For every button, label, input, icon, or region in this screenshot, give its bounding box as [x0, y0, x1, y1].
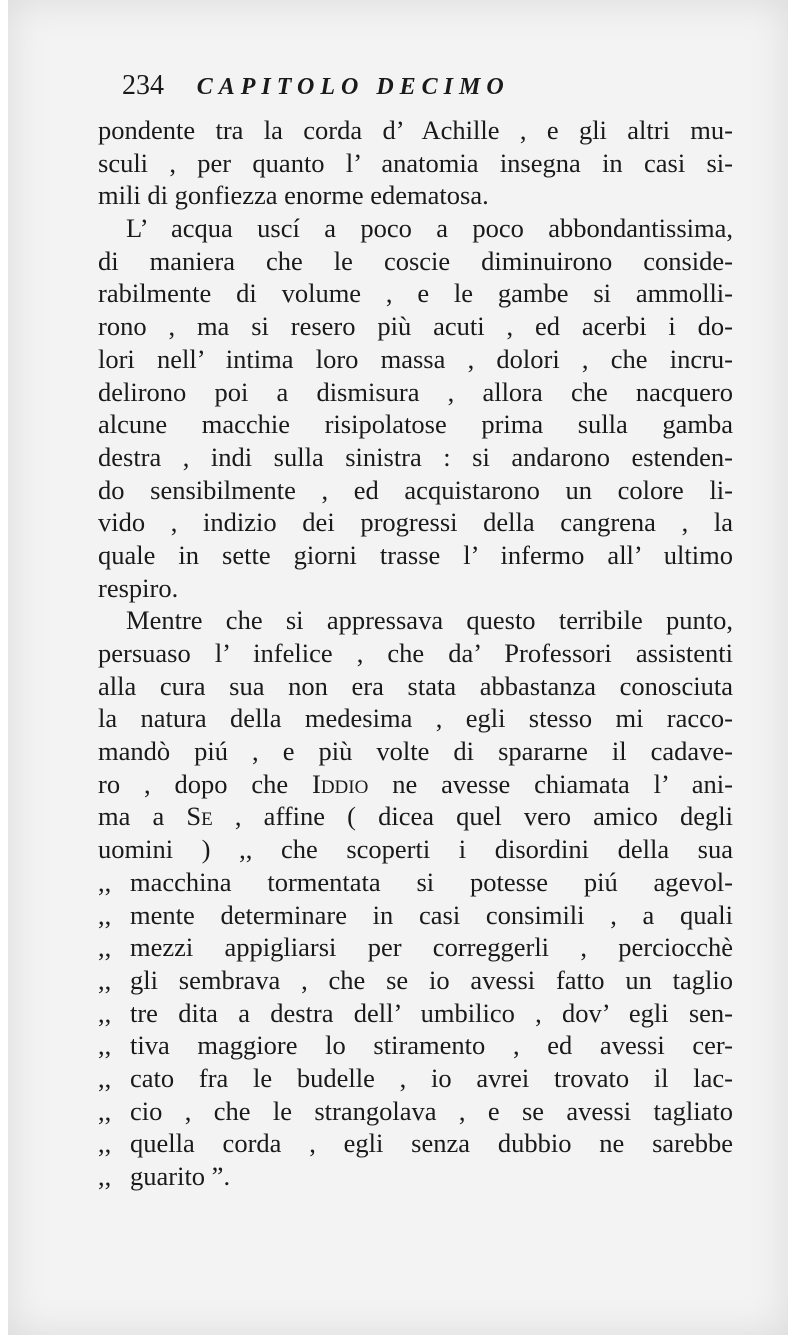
text-line: pondente tra la corda d’ Achille , e gli altri mu-: [98, 115, 733, 145]
quoted-text: cato fra le budelle , io avrei trovato il lac-: [130, 1062, 733, 1093]
text-line: mili di gonfiezza enorme edematosa.: [98, 180, 489, 211]
quoted-line: [98, 1127, 733, 1160]
text-line: rono , ma si resero più acuti , ed acerbi i do-: [98, 311, 733, 342]
text-fragment: , affine ( dicea quel vero amico degli: [212, 801, 733, 832]
running-head: [98, 62, 733, 114]
quoted-line: [98, 997, 733, 1030]
quoted-text: tiva maggiore lo stiramento , ed avessi cer-: [130, 1030, 733, 1061]
text-line: di maniera che le coscie diminuirono conside-: [98, 245, 733, 276]
quoted-text: tre dita a destra dell’ umbilico , dov’ egli sen-: [130, 997, 733, 1028]
text-line: destra , indi sulla sinistra : si andarono estenden-: [98, 441, 733, 472]
quoted-line: [98, 1062, 733, 1095]
quoted-line: [98, 931, 733, 964]
page-text: [98, 62, 733, 1193]
text-line: quale in sette giorni trasse l’ infermo all’ ultimo: [98, 539, 733, 570]
text-line: alla cura sua non era stata abbastanza conosciuta: [98, 670, 733, 701]
text-line: sculi , per quanto l’ anatomia insegna in casi si-: [98, 147, 733, 178]
quote-mark: ,,: [98, 1095, 112, 1126]
text-line: rabilmente di volume , e le gambe si ammolli-: [98, 278, 733, 309]
paragraph-1: [98, 114, 733, 212]
text-line: Mentre che si appressava questo terribile punto,: [126, 605, 733, 636]
divine-name: Iddio: [312, 768, 369, 799]
quoted-text: quella corda , egli senza dubbio ne sarebbe: [130, 1128, 733, 1159]
text-line-se: [98, 800, 733, 833]
text-line: mandò piú , e più volte di spararne il cadave-: [98, 736, 733, 767]
quoted-text: guarito ”.: [130, 1161, 231, 1191]
text-fragment: ro , dopo che: [98, 768, 313, 799]
quoted-line: [98, 899, 733, 932]
text-line: delirono poi a dismisura , allora che nacquero: [98, 376, 733, 407]
text-fragment: ma a: [98, 801, 187, 832]
quoted-text: mente determinare in casi consimili , a quali: [130, 899, 733, 930]
text-line: lori nell’ intima loro massa , dolori , che incru-: [98, 343, 733, 374]
quoted-line: [98, 1095, 733, 1128]
quote-mark: ,,: [98, 899, 112, 930]
text-line: la natura della medesima , egli stesso mi racco-: [98, 703, 733, 734]
quote-mark: ,,: [98, 866, 112, 897]
quoted-line: [98, 964, 733, 997]
text-line: vido , indizio dei progressi della cangrena , la: [98, 507, 733, 538]
quote-mark: ,,: [98, 932, 112, 963]
text-line-iddio: [98, 768, 733, 801]
quoted-text: gli sembrava , che se io avessi fatto un taglio: [130, 964, 733, 995]
text-line: L’ acqua uscí a poco a poco abbondantissima,: [126, 213, 733, 244]
quote-mark: ,,: [98, 1161, 112, 1191]
paragraph-3: [98, 604, 733, 1192]
divine-pronoun: Se: [186, 801, 213, 832]
quoted-text: macchina tormentata si potesse piú agevol-: [130, 866, 733, 897]
quote-mark: ,,: [98, 1128, 112, 1159]
paragraph-2: [98, 212, 733, 604]
text-line: alcune macchie risipolatose prima sulla gamba: [98, 409, 733, 440]
text-line: respiro.: [98, 572, 179, 603]
chapter-title: CAPITOLO DECIMO: [196, 74, 510, 100]
quote-mark: ,,: [98, 1030, 112, 1061]
page-number: 234: [122, 70, 164, 101]
quote-mark: ,,: [98, 997, 112, 1028]
quote-mark: ,,: [98, 964, 112, 995]
quoted-text: cio , che le strangolava , e se avessi tagliato: [130, 1095, 733, 1126]
text-line: persuaso l’ infelice , che da’ Professori assistenti: [98, 638, 733, 668]
quoted-line: [98, 866, 733, 899]
text-line: uomini ) ,, che scoperti i disordini della sua: [98, 834, 733, 865]
page-edge: [0, 0, 8, 1335]
quote-mark: ,,: [98, 1062, 112, 1093]
quoted-text: mezzi appigliarsi per correggerli , perciocchè: [130, 932, 733, 963]
text-fragment: ne avesse chiamata l’ ani-: [368, 768, 733, 799]
text-line: do sensibilmente , ed acquistarono un colore li-: [98, 474, 733, 505]
quoted-line: [98, 1029, 733, 1062]
quoted-line: [98, 1160, 733, 1193]
